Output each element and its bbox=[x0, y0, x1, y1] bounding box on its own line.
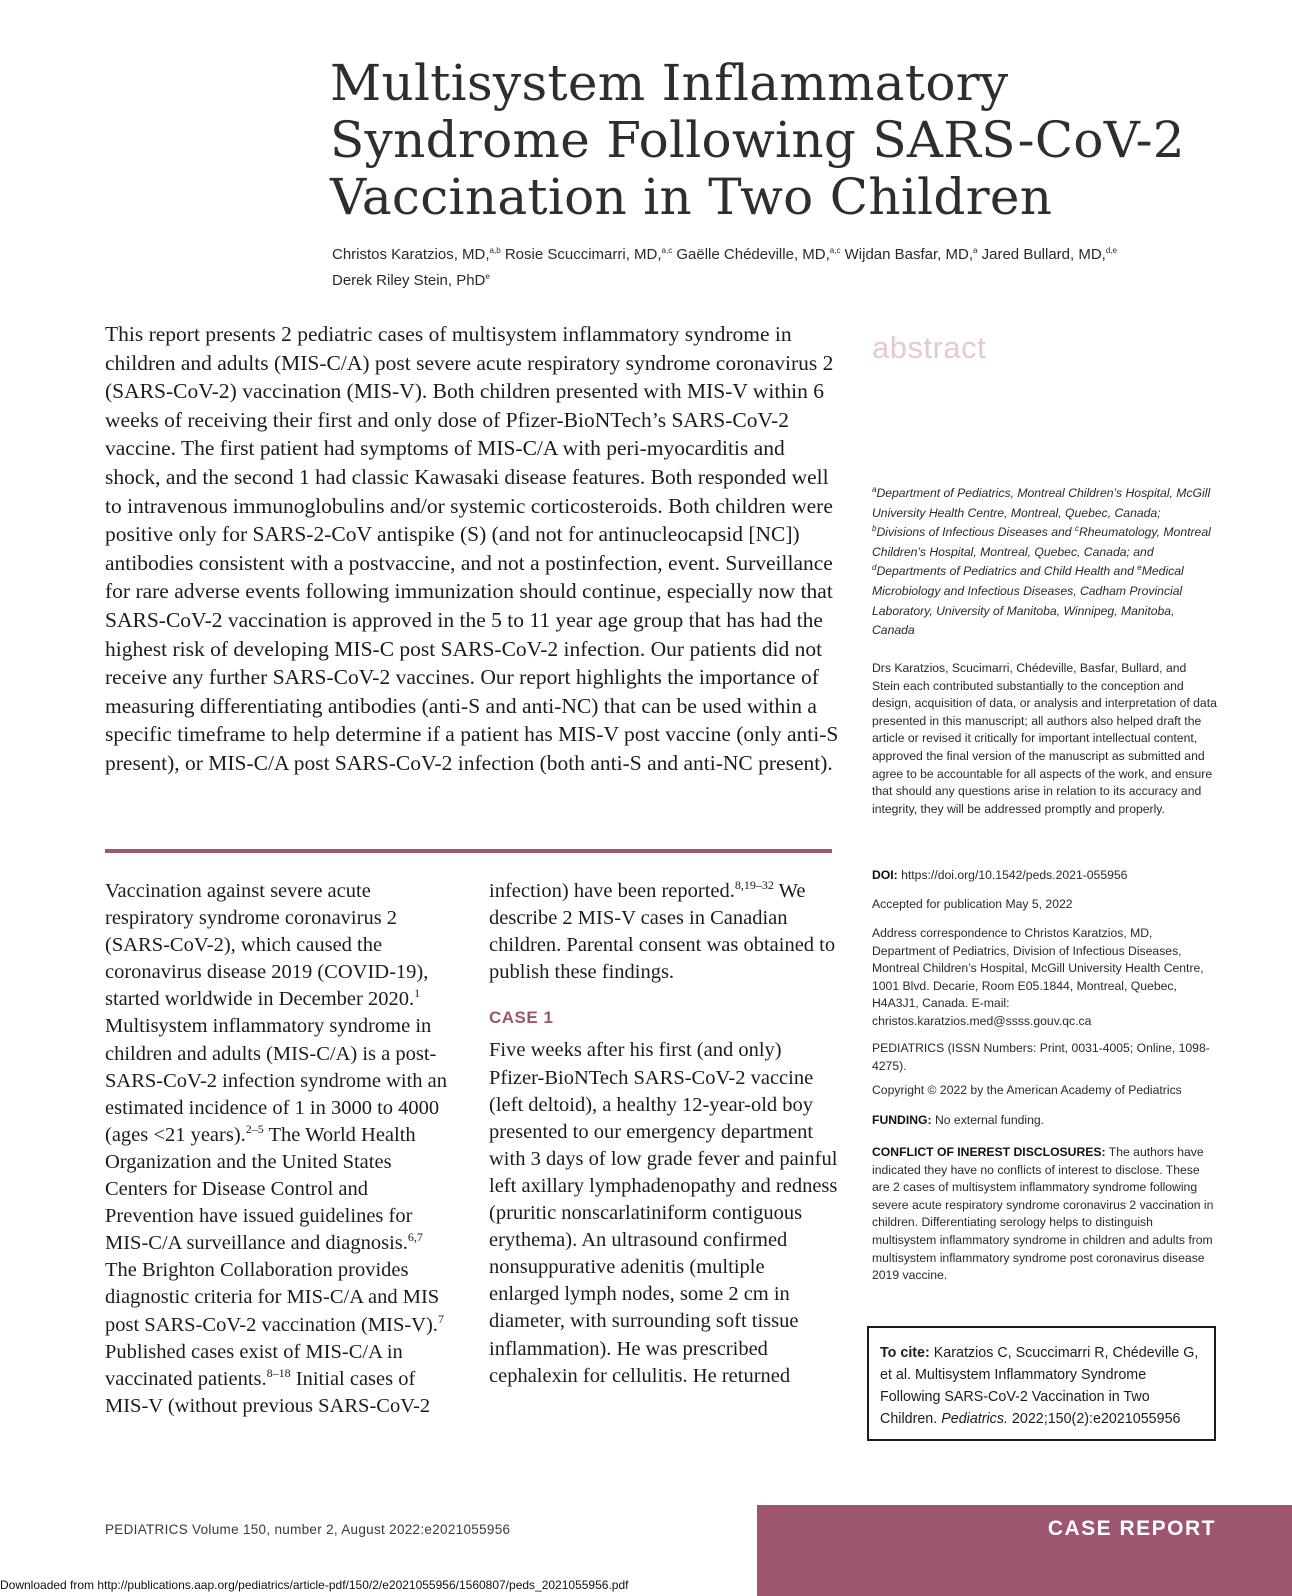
body-text: Multisystem inflammatory syndrome in children and adults (MIS-C/A) is a post-SARS-CoV-2 infection syndrome with an estimated incidence of 1 in 3000 to 4000 (ages <21 years). bbox=[105, 1015, 448, 1146]
funding-line bbox=[872, 1112, 1217, 1130]
doi-link[interactable]: https://doi.org/10.1542/peds.2021-055956 bbox=[897, 868, 1128, 882]
reference-marker: 7 bbox=[437, 1311, 444, 1326]
reference-marker: 6,7 bbox=[407, 1230, 423, 1245]
author-name: Jared Bullard, MD, bbox=[981, 246, 1106, 263]
coi-label: CONFLICT OF INEREST DISCLOSURES: bbox=[872, 1145, 1106, 1159]
journal-footer: PEDIATRICS Volume 150, number 2, August 2022:e2021055956 bbox=[105, 1522, 511, 1537]
body-text: We describe 2 MIS-V cases in Canadian children. Parental consent was obtained to publish these findings. bbox=[489, 880, 836, 984]
reference-marker: 8,19–32 bbox=[734, 878, 774, 892]
body-column-left bbox=[105, 878, 455, 1420]
article-title: Multisystem Inflammatory Syndrome Following SARS-CoV-2 Vaccination in Two Children bbox=[330, 54, 1185, 226]
body-column-right bbox=[489, 878, 839, 1390]
reference-marker: 1 bbox=[414, 986, 421, 1001]
author-affiliation-marker: a,c bbox=[661, 246, 673, 255]
author-name: Derek Riley Stein, PhD bbox=[332, 272, 486, 289]
affiliations bbox=[872, 484, 1217, 641]
intro-paragraph-continued bbox=[489, 878, 839, 986]
citation-box bbox=[867, 1326, 1216, 1441]
author-affiliation-marker: e bbox=[485, 272, 490, 281]
coi-text: The authors have indicated they have no conflicts of interest to disclose. These are 2 cases of multisystem inflammatory syndrome following severe acute respiratory syndrome coronavirus 2 vaccination in children. Differentiating serology helps to distinguish multisystem inflammatory syndrome in children and adults from multisystem inflammatory syndrome post coronavirus disease 2019 vaccine. bbox=[872, 1145, 1214, 1283]
reference-marker: 8–18 bbox=[266, 1365, 291, 1380]
author-list bbox=[332, 240, 1212, 292]
cite-journal: Pediatrics. bbox=[941, 1411, 1008, 1427]
issn-line: PEDIATRICS (ISSN Numbers: Print, 0031-4005; Online, 1098-4275). bbox=[872, 1041, 1210, 1073]
affiliation-text: Departments of Pediatrics and Child Health and bbox=[876, 564, 1138, 579]
intro-paragraph bbox=[105, 878, 455, 1420]
abstract-label: abstract bbox=[872, 330, 987, 365]
author-name: Gaëlle Chédeville, MD, bbox=[676, 246, 830, 263]
download-note[interactable]: Downloaded from http://publications.aap.org/pediatrics/article-pdf/150/2/e2021055956/1560807/peds_2021055956.pdf bbox=[0, 1578, 632, 1592]
body-text: Vaccination against severe acute respiratory syndrome coronavirus 2 (SARS-CoV-2), which caused the coronavirus disease 2019 (COVID-19), started worldwide in December 2020. bbox=[105, 880, 429, 1011]
author-contributions: Drs Karatzios, Scucimarri, Chédeville, Basfar, Bullard, and Stein each contributed substantially to the conception and design, acquisition of data, or analysis and interpretation of data presented in this manuscript; all authors also helped draft the article or revised it critically for important intellectual content, approved the final version of the manuscript as submitted and agree to be accountable for all aspects of the work, and ensure that should any questions arise in relation to its accuracy and integrity, they will be addressed promptly and properly. bbox=[872, 661, 1217, 816]
affiliation-text: Department of Pediatrics, Montreal Children’s Hospital, McGill University Health Centre, Montreal, Quebec, Canada; bbox=[872, 486, 1211, 520]
doi-label: DOI: bbox=[872, 868, 898, 882]
affiliation-marker: b bbox=[872, 524, 877, 534]
cite-label: To cite: bbox=[880, 1345, 930, 1361]
body-text: infection) have been reported. bbox=[489, 880, 735, 902]
body-text: The Brighton Collaboration provides diagnostic criteria for MIS-C/A and MIS post SARS-CoV-2 vaccination (MIS-V). bbox=[105, 1259, 440, 1336]
funding-text: No external funding. bbox=[931, 1113, 1045, 1127]
author-name: Christos Karatzios, MD, bbox=[332, 246, 490, 263]
affiliation-text: Medical Microbiology and Infectious Diseases, Cadham Provincial Laboratory, University of Manitoba, Winnipeg, Manitoba, Canada bbox=[872, 564, 1184, 638]
body-text: The World Health Organization and the United States Centers for Disease Control and Prevention have issued guidelines for MIS-C/A surveillance and diagnosis. bbox=[105, 1123, 416, 1255]
body-text: Initial cases of MIS-V (without previous SARS-CoV-2 bbox=[105, 1367, 431, 1417]
doi-line bbox=[872, 867, 1217, 885]
affiliation-marker: a bbox=[872, 485, 877, 494]
reference-marker: 2–5 bbox=[245, 1121, 264, 1136]
author-affiliation-marker: a bbox=[973, 246, 978, 255]
abstract-text: This report presents 2 pediatric cases of multisystem inflammatory syndrome in children and adults (MIS-C/A) post severe acute respiratory syndrome coronavirus 2 (SARS-CoV-2) vaccination (MIS-V). Both children presented with MIS-V within 6 weeks of receiving their first and only dose of Pfizer-BioNTech’s SARS-CoV-2 vaccine. The first patient had symptoms of MIS-C/A with peri-myocarditis and shock, and the second 1 had classic Kawasaki disease features. Both responded well to intravenous immunoglobulins and/or systemic corticosteroids. Both children were positive only for SARS-2-CoV antispike (S) (and not for antinucleocapsid [NC]) antibodies consistent with a postvaccine, and not a postinfection, event. Surveillance for rare adverse events following immunization should continue, especially now that SARS-CoV-2 vaccination is approved in the 5 to 11 year age group that has had the highest risk of developing MIS-C post SARS-CoV-2 infection. Our patients did not receive any further SARS-CoV-2 vaccines. Our report highlights the importance of measuring differentiating antibodies (anti-S and anti-NC) that can be used within a specific timeframe to help determine if a patient has MIS-V post vaccine (only anti-S present), or MIS-C/A post SARS-CoV-2 infection (both anti-S and anti-NC present). bbox=[105, 322, 839, 775]
author-name: Rosie Scuccimarri, MD, bbox=[504, 246, 662, 263]
author-affiliation-marker: a,b bbox=[489, 246, 501, 255]
cite-ref: 2022;150(2):e2021055956 bbox=[1007, 1411, 1181, 1427]
author-affiliation-marker: a,c bbox=[829, 246, 841, 255]
affiliation-text: Rheumatology, Montreal Children’s Hospital, Montreal, Quebec, Canada; and bbox=[872, 525, 1211, 559]
section-band bbox=[757, 1505, 1292, 1596]
accepted-date: Accepted for publication May 5, 2022 bbox=[872, 897, 1073, 911]
affiliation-marker: d bbox=[872, 563, 877, 573]
case-paragraph: Five weeks after his first (and only) Pfizer-BioNTech SARS-CoV-2 vaccine (left deltoid), a healthy 12-year-old boy presented to our emergency department with 3 days of low grade fever and painful left axillary lymphadenopathy and redness (pruritic nonscarlatiniform contiguous erythema). An ultrasound confirmed nonsuppurative adenitis (multiple enlarged lymph nodes, some 2 cm in diameter, with surrounding soft tissue inflammation). He was prescribed cephalexin for cellulitis. He returned bbox=[489, 1039, 838, 1387]
affiliation-text: Divisions of Infectious Diseases and bbox=[876, 525, 1075, 540]
author-affiliation-marker: d,e bbox=[1105, 246, 1117, 255]
funding-label: FUNDING: bbox=[872, 1113, 932, 1127]
case-heading: CASE 1 bbox=[489, 1008, 554, 1028]
author-name: Wijdan Basfar, MD, bbox=[844, 246, 973, 263]
section-divider bbox=[105, 849, 832, 853]
conflict-of-interest bbox=[872, 1144, 1217, 1285]
correspondence-address: Address correspondence to Christos Karatzios, MD, Department of Pediatrics, Division of Infectious Diseases, Montreal Children’s Hospital, McGill University Health Centre, 1001 Blvd. Decarie, Room E05.1844, Montreal, Quebec, H4A3J1, Canada. E-mail: christos.karatzios.med@ssss.gouv.qc.ca bbox=[872, 926, 1204, 1028]
section-label: CASE REPORT bbox=[1047, 1517, 1216, 1540]
affiliation-marker: c bbox=[1074, 524, 1079, 534]
cite-text: Karatzios C, Scuccimarri R, Chédeville G, et al. Multisystem Inflammatory Syndrome Following SARS-CoV-2 Vaccination in Two Children. bbox=[880, 1345, 1199, 1427]
body-text: Published cases exist of MIS-C/A in vaccinated patients. bbox=[105, 1340, 403, 1390]
copyright-line: Copyright © 2022 by the American Academy of Pediatrics bbox=[872, 1083, 1182, 1097]
affiliation-marker: e bbox=[1137, 563, 1142, 573]
